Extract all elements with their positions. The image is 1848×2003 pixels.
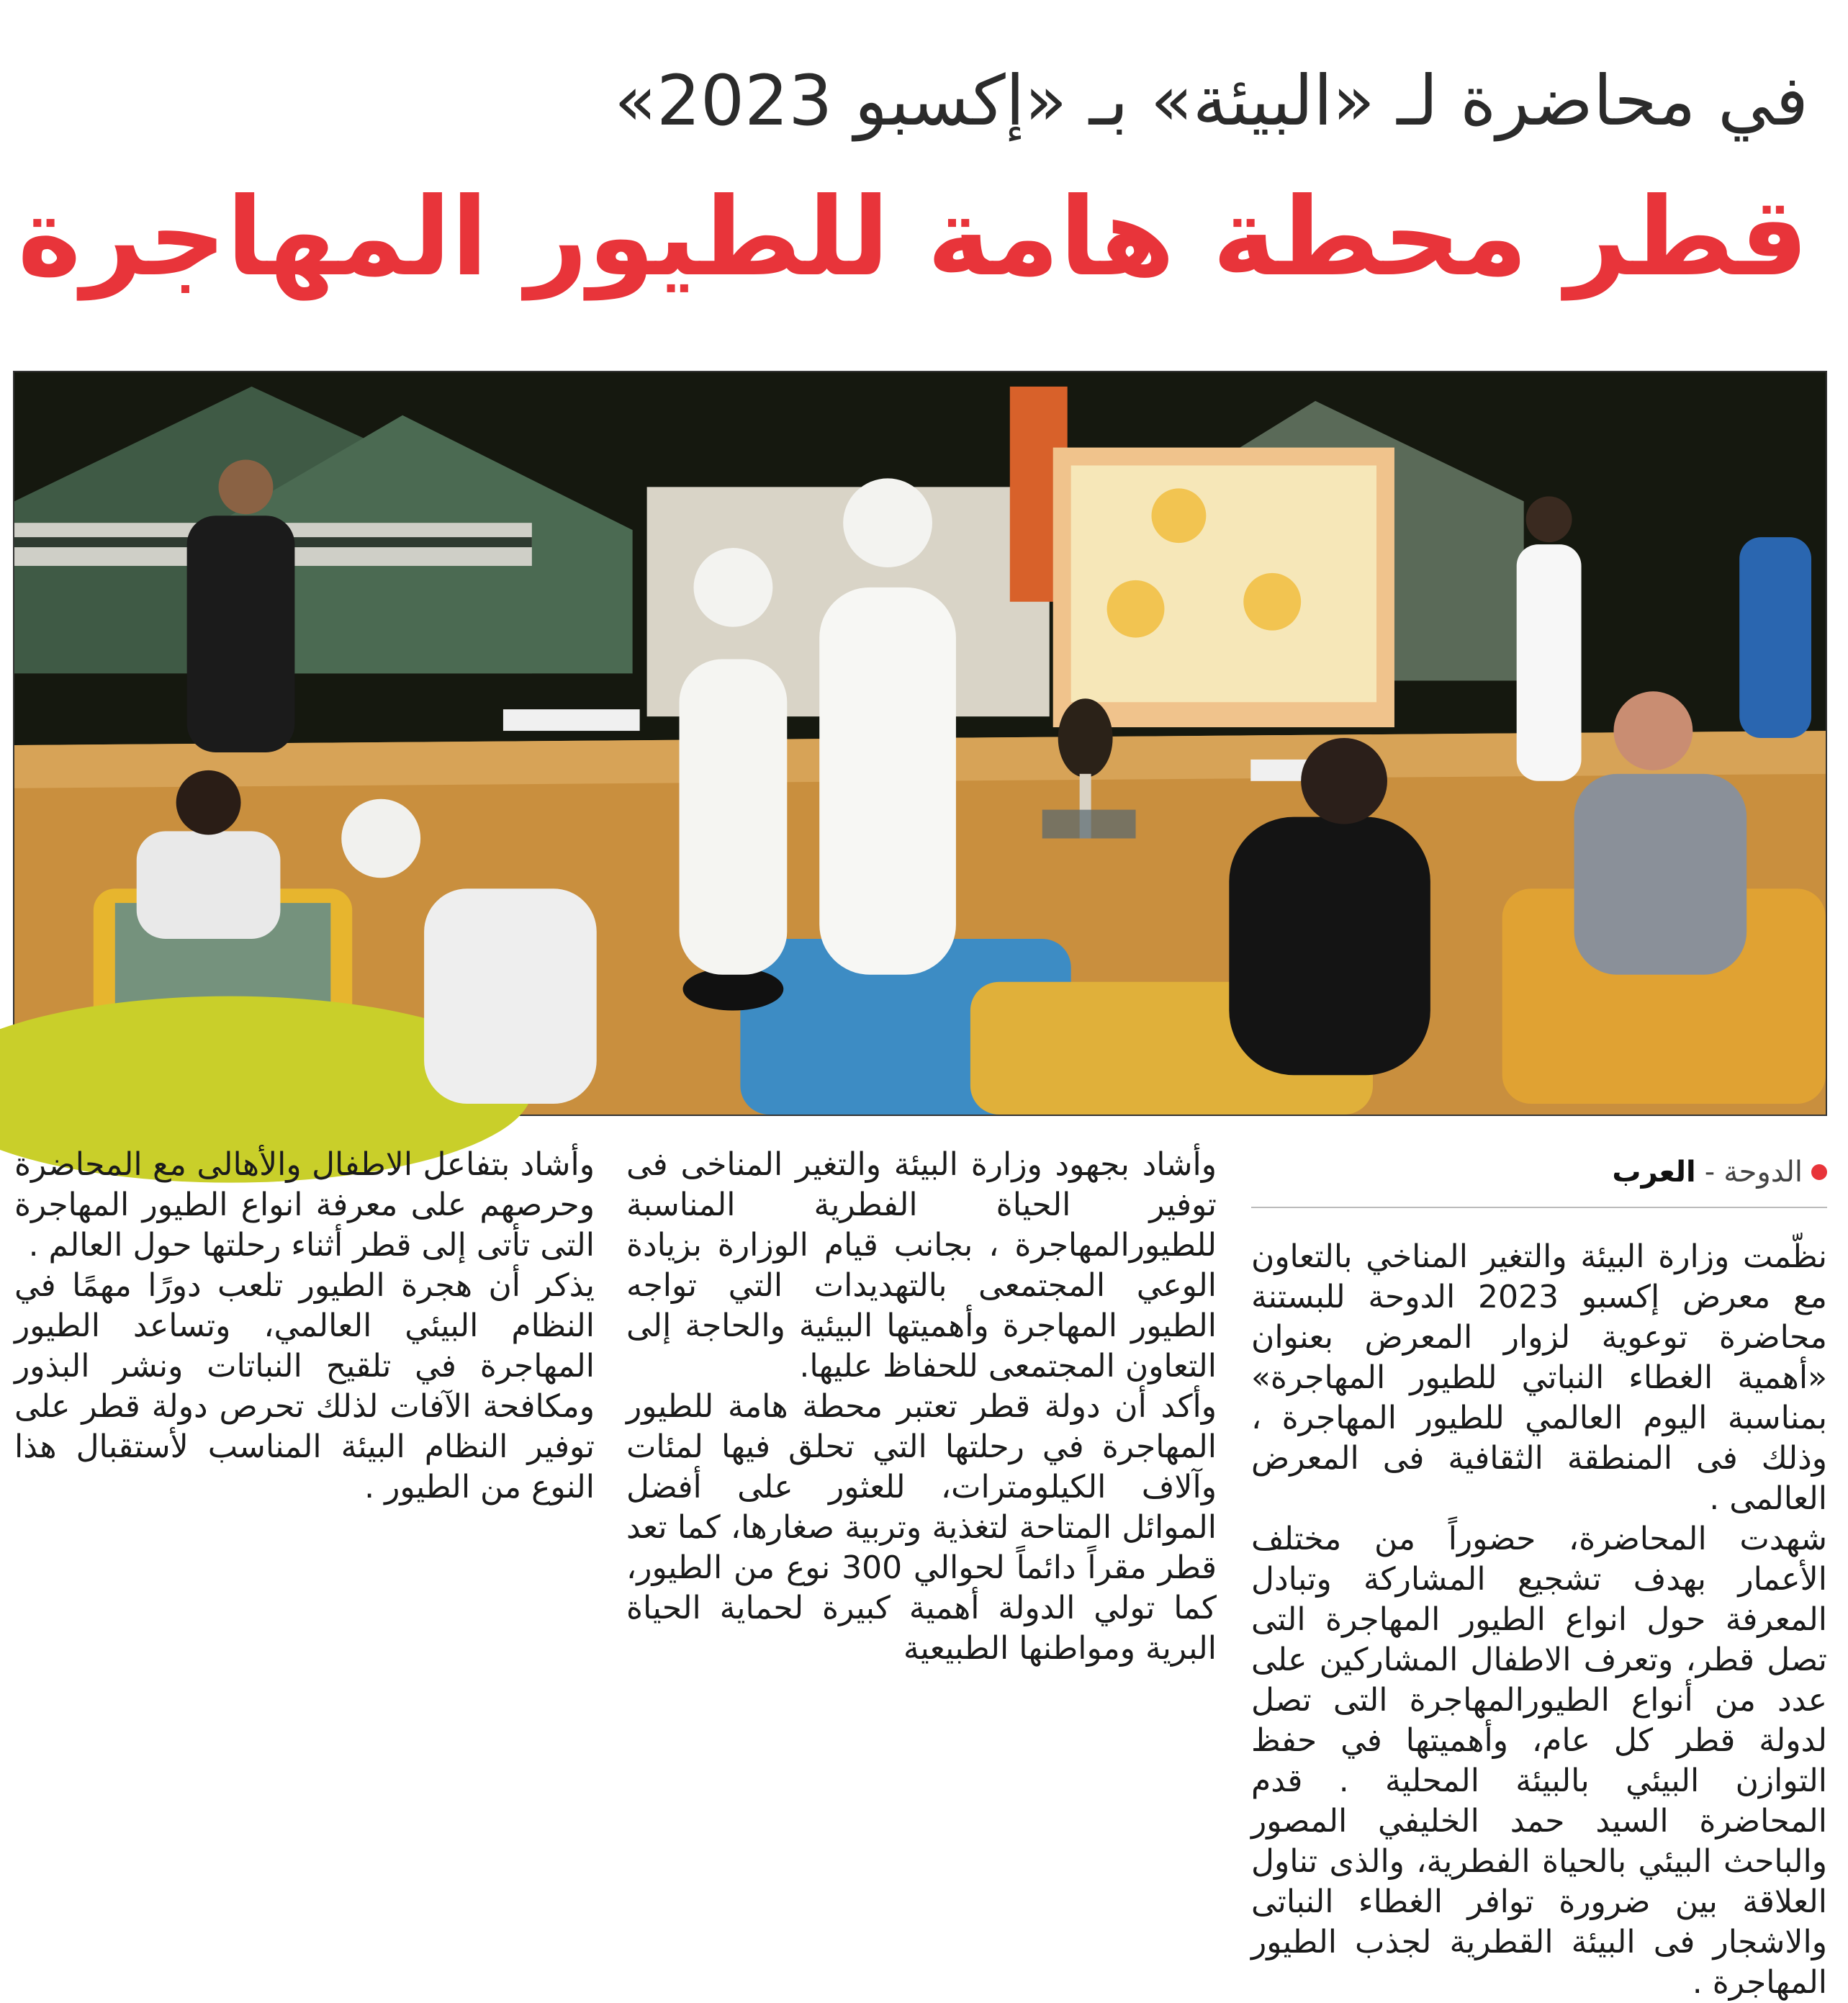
bullet-dot bbox=[1811, 1164, 1827, 1180]
paragraph-6: يذكر أن هجرة الطيور تلعب دورًا مهمًا في النظام البيئي العالمي، وتساعد الطيور المهاجرة في تلقيح النباتات ونشر البذور ومكافحة الآفات لذلك تحرص دولة قطر على توفير النظام البيئة المناسب لأستقبال هذا النوع من الطيور . bbox=[14, 1267, 595, 1505]
paragraph-5: وأشاد بتفاعل الاطفال والأهالى مع المحاضرة وحرصهم على معرفة انواع الطيور المهاجرة التى تأتى إلى قطر أثناء رحلتها حول العالم . bbox=[14, 1146, 595, 1264]
byline-separator: - bbox=[1704, 1156, 1716, 1189]
article-column-1 bbox=[1251, 1145, 1827, 2001]
article-photo bbox=[13, 371, 1827, 1116]
article-column-3 bbox=[14, 1145, 595, 1685]
article-column-2 bbox=[626, 1145, 1217, 1685]
paragraph-4: وأكد أن دولة قطر تعتبر محطة هامة للطيور المهاجرة في رحلتها التي تحلق فيها لمئات وآلاف الكيلومترات، للعثور على أفضل المواﺋﻞ المتاحة لتغذية وتربية صغارها، كما تعد قطر مقراً دائماً لحوالي 300 نوع من الطيور، كما تولي الدولة أهمية كبيرة لحماية الحياة البرية ومواطنها الطبيعية bbox=[626, 1388, 1217, 1667]
article-headline: قطر محطة هامة للطيور المهاجرة bbox=[17, 175, 1808, 300]
paragraph-1: نظّمت وزارة البيئة والتغير المناخي بالتعاون مع معرض إكسبو 2023 الدوحة للبستنة محاضرة توعوية لزوار المعرض بعنوان «أهمية الغطاء النباتي للطيور المهاجرة» بمناسبة اليوم العالمي للطيور المهاجرة ، وذلك فى المنطقة الثقافية فى المعرض العالمى . bbox=[1251, 1238, 1827, 1517]
lecture-scene-illustration bbox=[14, 372, 1826, 1115]
article-body bbox=[14, 1145, 1827, 2001]
article-kicker: في محاضرة لـ «البيئة» بـ «إكسبو 2023» bbox=[614, 60, 1808, 141]
paragraph-2: شهدت المحاضرة، حضوراً من مختلف الأعمار بهدف تشجيع المشاركة وتبادل المعرفة حول انواع الطيور المهاجرة التى تصل قطر، وتعرف الاطفال المشاركين على عدد من أنواع الطيورالمهاجرة التى تصل لدولة قطر كل عام، وأهميتها في حفظ التوازن البيئي بالبيئة المحلية . قدم المحاضرة السيد حمد الخليفي المصور والباحث البيئي بالحياة الفطرية، والذى تناول العلاقة بين ضرورة توافر الغطاء النباتى والاشجار فى البيئة القطرية لجذب الطيور المهاجرة . bbox=[1251, 1521, 1827, 2001]
paragraph-3: وأشاد بجهود وزارة البيئة والتغير المناخى فى توفير الحياة الفطرية المناسبة للطيورالمهاجرة ، بجانب قيام الوزارة بزيادة الوعي المجتمعى بالتهديدات التي تواجه الطيور المهاجرة وأهميتها البيئية والحاجة إلى التعاون المجتمعى للحفاظ عليها. bbox=[626, 1146, 1217, 1385]
byline-location: الدوحة bbox=[1723, 1156, 1803, 1189]
newspaper-logo: العرب bbox=[1612, 1156, 1696, 1189]
byline bbox=[1251, 1151, 1827, 1208]
